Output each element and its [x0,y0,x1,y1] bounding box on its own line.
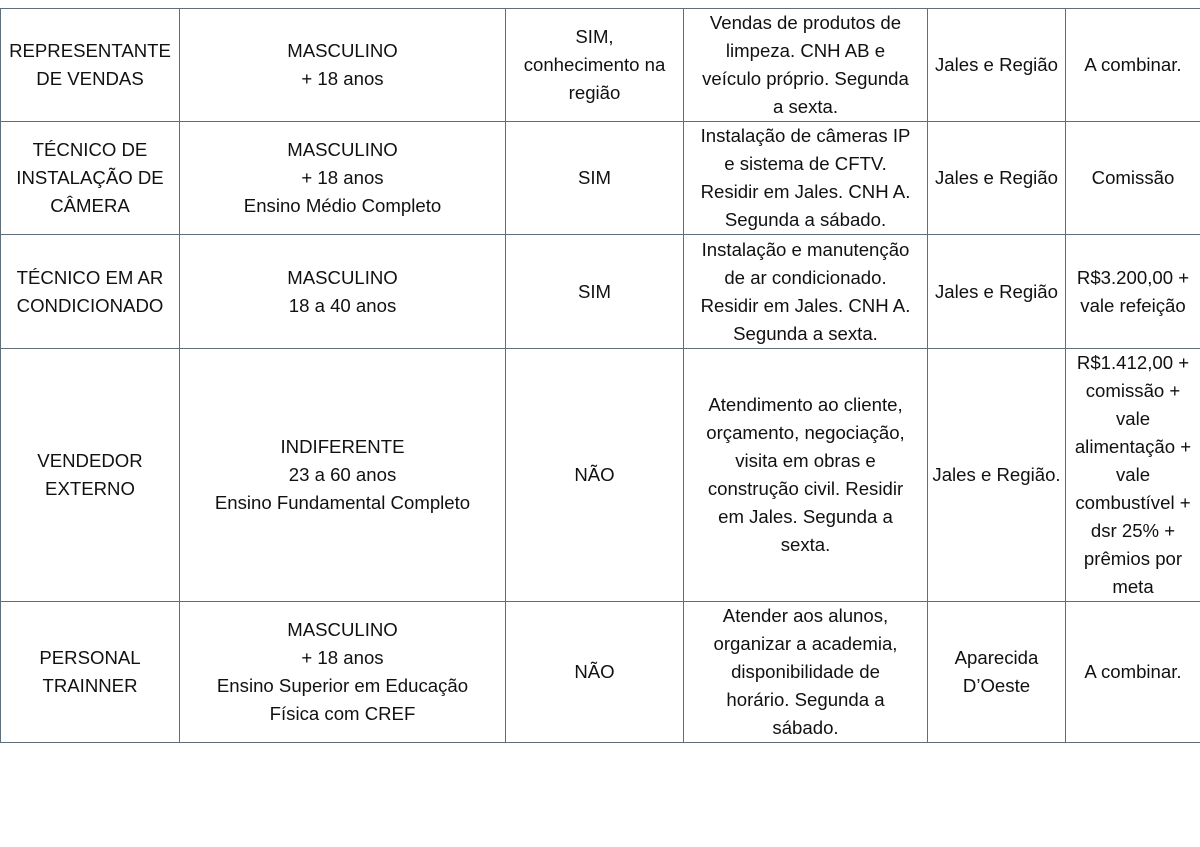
cell-cargo: PERSONAL TRAINNER [1,602,180,743]
table-row [1,602,1200,743]
table-row [1,122,1200,235]
cell-perfil: MASCULINO + 18 anos Ensino Médio Completo [180,122,506,235]
cell-descricao: Atendimento ao cliente, orçamento, negociação, visita em obras e construção civil. Residir em Jales. Segunda a sexta. [684,349,928,602]
cell-cargo: TÉCNICO DE INSTALAÇÃO DE CÂMERA [1,122,180,235]
cell-salario: R$1.412,00 + comissão + vale alimentação + vale combustível + dsr 25% + prêmios por meta [1066,349,1200,602]
cell-experiencia: SIM [506,235,684,349]
cell-experiencia: SIM, conhecimento na região [506,9,684,122]
table-row [1,235,1200,349]
cell-perfil: MASCULINO 18 a 40 anos [180,235,506,349]
cell-experiencia: NÃO [506,602,684,743]
table-row [1,9,1200,122]
cell-descricao: Vendas de produtos de limpeza. CNH AB e veículo próprio. Segunda a sexta. [684,9,928,122]
cell-perfil: MASCULINO + 18 anos [180,9,506,122]
job-listings-table [0,8,1200,743]
cell-local: Jales e Região. [928,349,1066,602]
cell-cargo: TÉCNICO EM AR CONDICIONADO [1,235,180,349]
cell-experiencia: SIM [506,122,684,235]
cell-descricao: Instalação de câmeras IP e sistema de CFTV. Residir em Jales. CNH A. Segunda a sábado. [684,122,928,235]
cell-descricao: Instalação e manutenção de ar condicionado. Residir em Jales. CNH A. Segunda a sexta. [684,235,928,349]
cell-cargo: REPRESENTANTE DE VENDAS [1,9,180,122]
cell-local: Jales e Região [928,235,1066,349]
cell-local: Aparecida D’Oeste [928,602,1066,743]
cell-local: Jales e Região [928,9,1066,122]
cell-salario: A combinar. [1066,602,1200,743]
cell-perfil: INDIFERENTE 23 a 60 anos Ensino Fundamental Completo [180,349,506,602]
cell-salario: Comissão [1066,122,1200,235]
cell-salario: A combinar. [1066,9,1200,122]
cell-local: Jales e Região [928,122,1066,235]
table-row [1,349,1200,602]
cell-perfil: MASCULINO + 18 anos Ensino Superior em Educação Física com CREF [180,602,506,743]
cell-salario: R$3.200,00 + vale refeição [1066,235,1200,349]
cell-descricao: Atender aos alunos, organizar a academia, disponibilidade de horário. Segunda a sábado. [684,602,928,743]
cell-cargo: VENDEDOR EXTERNO [1,349,180,602]
cell-experiencia: NÃO [506,349,684,602]
